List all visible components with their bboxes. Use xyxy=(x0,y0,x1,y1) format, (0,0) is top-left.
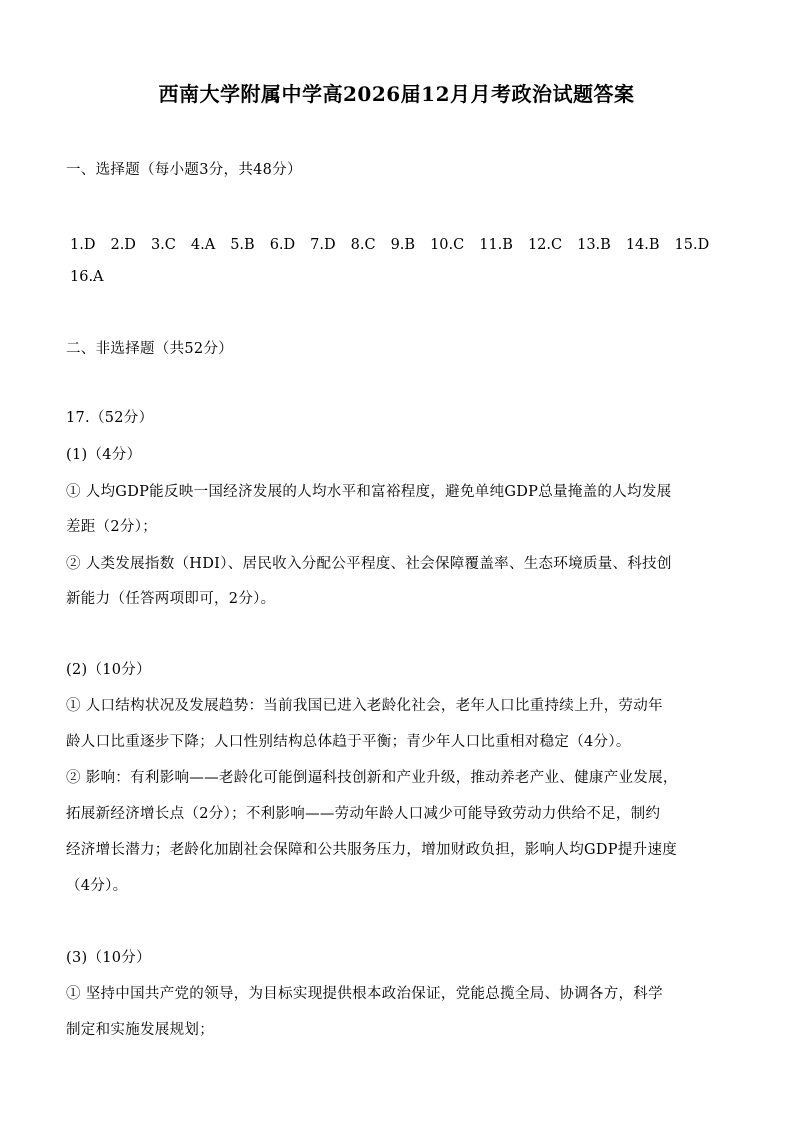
choice-answer: 7.D xyxy=(310,237,336,253)
choice-answer: 2.D xyxy=(110,237,136,253)
answer-line: 拓展新经济增长点（2分）；不利影响——劳动年龄人口减少可能导致劳动力供给不足，制约 xyxy=(66,806,661,822)
choice-answer: 12.C xyxy=(527,237,563,253)
answer-line: 制定和实施发展规划； xyxy=(66,1022,214,1038)
page-title: 西南大学附属中学高2026届12月月考政治试题答案 xyxy=(158,82,635,106)
choice-answer-list xyxy=(70,229,734,293)
answer-line: ② 人类发展指数（HDI）、居民收入分配公平程度、社会保障覆盖率、生态环境质量、科技创 xyxy=(66,556,672,572)
choice-answer: 14.B xyxy=(625,237,660,253)
choice-answer: 11.B xyxy=(479,237,513,253)
choice-answer: 1.D xyxy=(70,237,96,253)
answer-line: 新能力（任答两项即可，2分）。 xyxy=(66,591,276,607)
section2-heading: 二、非选择题（共52分） xyxy=(66,341,234,357)
choice-answer: 15.D xyxy=(674,237,710,253)
answer-line: ① 人口结构状况及发展趋势：当前我国已进入老龄化社会，老年人口比重持续上升，劳动年 xyxy=(66,698,663,714)
part-2-label: (2)（10分） xyxy=(66,662,151,678)
answer-line: 龄人口比重逐步下降；人口性别结构总体趋于平衡；青少年人口比重相对稳定（4分）。 xyxy=(66,734,631,750)
choice-answer: 6.D xyxy=(269,237,296,253)
choice-answer: 9.B xyxy=(390,237,416,253)
answer-line: （4分）。 xyxy=(66,878,128,894)
part-1-label: (1)（4分） xyxy=(66,447,142,463)
section1-heading: 一、选择题（每小题3分，共48分） xyxy=(66,162,302,178)
choice-answer: 10.C xyxy=(430,237,465,253)
answer-line: 经济增长潜力；老龄化加剧社会保障和公共服务压力，增加财政负担，影响人均GDP提升速度 xyxy=(66,842,678,858)
answer-line: ① 坚持中国共产党的领导，为目标实现提供根本政治保证，党能总揽全局、协调各方，科学 xyxy=(66,986,663,1002)
choice-answer: 3.C xyxy=(150,237,176,253)
choice-answer: 4.A xyxy=(190,237,216,253)
choice-answer: 16.A xyxy=(70,269,104,285)
answer-line: ② 影响：有利影响——老龄化可能倒逼科技创新和产业升级，推动养老产业、健康产业发展， xyxy=(66,770,678,786)
choice-answer: 8.C xyxy=(350,237,376,253)
answer-line: 差距（2分）； xyxy=(66,519,158,535)
question-17-label: 17.（52分） xyxy=(66,410,154,426)
choice-answer: 13.B xyxy=(577,237,611,253)
choice-answer: 5.B xyxy=(230,237,255,253)
part-3-label: (3)（10分） xyxy=(66,950,151,966)
answer-line: ① 人均GDP能反映一国经济发展的人均水平和富裕程度，避免单纯GDP总量掩盖的人均发展 xyxy=(66,484,672,500)
